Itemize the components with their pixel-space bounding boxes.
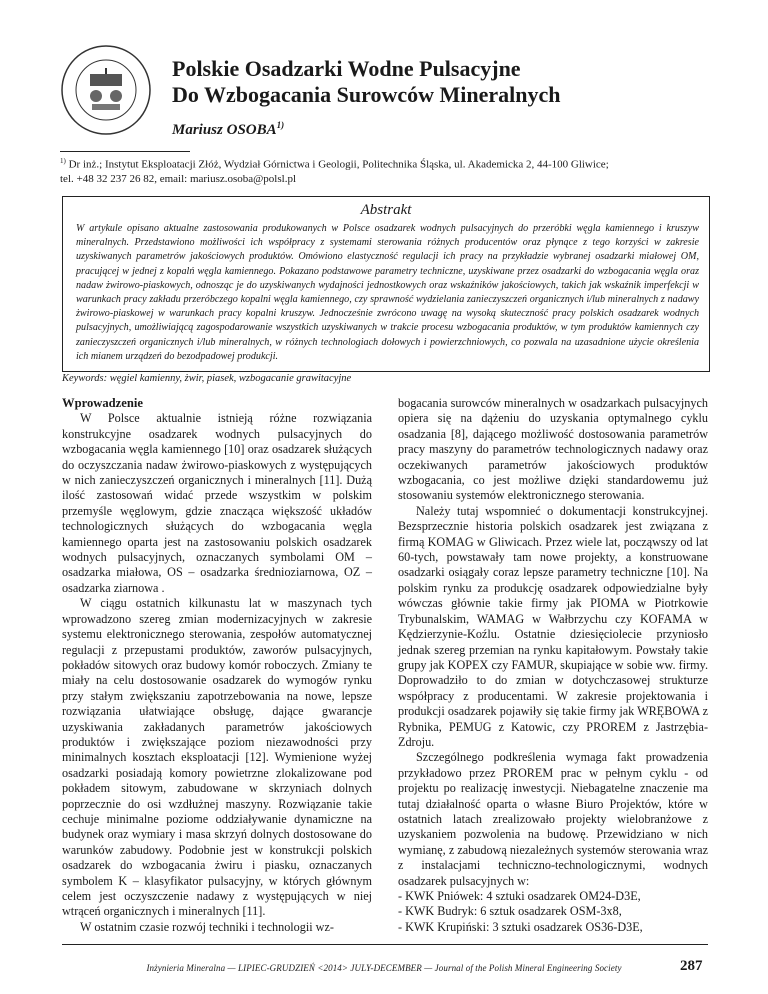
list-item: - KWK Pniówek: 4 sztuki osadzarek OM24-D3E, [398, 889, 641, 903]
title-line-1: Polskie Osadzarki Wodne Pulsacyjne [172, 56, 521, 81]
journal-footer: Inżynieria Mineralna — LIPIEC-GRUDZIEŃ <2014> JULY-DECEMBER — Journal of the Polish Mineral Engineering Society [146, 963, 622, 973]
list-item: - KWK Budryk: 6 sztuk osadzarek OSM-3x8, [398, 904, 622, 919]
article-title [172, 56, 692, 108]
abstract-title: Abstrakt [360, 202, 412, 218]
affiliation-mark: 1) [60, 157, 66, 165]
affiliation [60, 154, 720, 186]
abstract-text: W artykule opisano aktualne zastosowania produkowanych w Polsce osadzarek wodnych pulsacyjnych do przeróbki węgla kamiennego i kruszyw mineralnych. Przedstawiono możliwości ich współpracy z systemami sterowania różnych producentów oraz płynące z tego korzyści w zakresie uzyskiwanych parametrów jakościowych produktów. Omówiono elastyczność regulacji ich pracy na przykładzie wybranej osadzarki miałowej OM, pracującej w jednej z kopalń węgla kamiennego. Pokazano podstawowe parametry techniczne, uzyskiwane przez osadzarki do wzbogacania węgla oraz nadaw żwirowo-piaskowych, odnosząc je do uzyskiwanych wydajności jednostkowych oraz wskaźników jakościowych, takich jak wskaźnik imperfekcji w warunkach pracy zakładu przeróbczego kopalni węgla kamiennego, czy sprawność wydzielania zanieczyszczeń organicznych i/lub mineralnych z nadawy żwirowo-piaskowej w warunkach pracy kopalni kruszyw. Jednocześnie zwrócono uwagę na wysoką skuteczność pracy polskich osadzarek wodnych pulsacyjnych, umożliwiającą zagospodarowanie wszystkich uzyskiwanych w trakcie procesu wzbogacania produktów, w tym produktów kamiennych czy zanieczyszczeń organicznych i/lub mineralnych, w różnych technologiach dołowych i powierzchniowych, co pozwala na uzasadnione użycie określenia ich mianem urządzeń do bezodpadowej produkcji. [76, 223, 699, 362]
paragraph: W Polsce aktualnie istnieją różne rozwiązania konstrukcyjne osadzarek wodnych pulsacyjnych do wzbogacania węgla kamiennego [10] oraz osadzarek służących do oczyszczania nadaw żwirowo-piaskowych z występujących w nich zanieczyszczeń organicznych i mineralnych [11]. Dużą ilość zastosowań widać przede wszystkim w polskim przemyśle węglowym, gdzie znacząca większość układów technologicznych służących do wzbogacania węgla kamiennego oparta jest na zastosowaniu polskich osadzarek wodnych pulsacyjnych, oznaczanych symbolami OM – osadzarka miałowa, OS – osadzarka średnioziarnowa, OZ – osadzarka ziarnowa . [62, 411, 372, 595]
affiliation-line-1: Dr inż.; Instytut Eksploatacji Złóż, Wydział Górnictwa i Geologii, Politechnika Śląska, ul. Akademicka 2, 44-100 Gliwice; [65, 158, 609, 171]
section-heading: Wprowadzenie [62, 396, 143, 410]
paragraph: W ostatnim czasie rozwój techniki i technologii wz- [80, 919, 334, 934]
left-column [62, 396, 372, 935]
list-item: - KWK Krupiński: 3 sztuki osadzarek OS36-D3E, [398, 919, 643, 934]
author-footnote-mark: 1) [276, 120, 285, 130]
page-number: 287 [680, 958, 703, 974]
paragraph: bogacania surowców mineralnych w osadzarkach pulsacyjnych opiera się na dążeniu do uzyskania optymalnego cyklu osadzania [8], dającego możliwość dostosowania parametrów pracy maszyny do parametrów technologicznych nadawy oraz oczekiwanych parametrów jakościowych produktów wzbogacania, co jest możliwe dzięki standardowemu już stosowaniu systemów elektronicznego sterowania. [398, 396, 708, 503]
society-logo [60, 44, 152, 136]
footer-rule [62, 944, 708, 945]
paragraph: W ciągu ostatnich kilkunastu lat w maszynach tych wprowadzono szereg zmian modernizacyjnych w zakresie systemu elektronicznego sterowania, zespołów automatycznej regulacji z przepustami produktów, zaworów pulsacyjnych, pokładów sitowych oraz budowy komór roboczych. Zmiany te miały na celu dostosowanie osadzarek do wymogów rynku przy stałym zwiększaniu zapotrzebowania na nowe, lepsze rozwiązania ułatwiające obsługę, dające gwarancje uzyskiwania zakładanych parametrów jakościowych produktów i zwiększające poziom niezawodności przy minimalnych kosztach eksploatacji [12]. Wymienione wyżej osadzarki posiadają komory powietrzne zlokalizowane pod pokładem sitowym, zabudowane w skrzyniach dolnych poprzecznie do osi wzdłużnej maszyny. Rozwiązanie takie cechuje minimalne poziome oddziaływanie dynamiczne na budynek oraz wymiary i masa skrzyń dolnych dostosowane do warunków zabudowy. Podobnie jest w konstrukcji polskich osadzarek do wzbogacania żwiru i piasku, oznaczanych symbolem K – klasyfikator pulsacyjny, w których głównym celem jest oczyszczenie nadawy z występujących w niej wtrąceń organicznych i mineralnych [11]. [62, 596, 372, 919]
author [172, 120, 284, 139]
author-name: Mariusz OSOBA [172, 122, 277, 138]
paragraph: Szczególnego podkreślenia wymaga fakt prowadzenia przykładowo przez PROREM prac w pełnym cyklu - od projektu po realizację inwestycji. Niebagatelne znaczenie ma tutaj działalność oparta o własne Biuro Projektów, które w ostatnich latach zrealizowało projekty wielobranżowe z uzyskaniem pozwolenia na budowę. Przewidziano w nich wymianę, z zabudową niezależnych systemów sterowania wraz z instalacjami techniczno-technologicznymi, wodnych osadzarek pulsacyjnych w: [398, 750, 708, 888]
right-column [398, 396, 708, 935]
affiliation-rule [60, 151, 190, 152]
affiliation-line-2: tel. +48 32 237 26 82, email: mariusz.osoba@polsl.pl [60, 172, 297, 185]
paragraph: Należy tutaj wspomnieć o dokumentacji konstrukcyjnej. Bezsprzecznie historia polskich osadzarek jest związana z firmą KOMAG w Gliwicach. Przez wiele lat, począwszy od lat 60-tych, powstawały tam nowe projekty, a konstruowane osadzarki osiągały coraz lepsze parametry techniczne [10]. Na polskim rynku za produkcję osadzarek odpowiedzialne były wówczas głównie takie firmy jak PIOMA w Piotrkowie Trybunalskim, WAMAG w Wałbrzychu czy KOFAMA w Kędzierzynie-Koźlu. Ostatnie dziesięciolecie przyniosło jednak szereg przemian na rynku kapitałowym. Powstały takie grupy jak KOPEX czy FAMUR, skupiające w sobie ww. firmy. Doprowadziło to do zmian w dotychczasowej strukturze współpracy z producentami. W zakresie projektowania i produkcji osadzarek pojawiły się takie firmy jak WRĘBOWA z Rybnika, PEMUG z Katowic, czy PROREM z Jastrzębia- Zdroju. [398, 503, 708, 749]
keywords: Keywords: węgiel kamienny, żwir, piasek, wzbogacanie grawitacyjne [62, 373, 352, 384]
abstract-box [62, 196, 710, 372]
title-line-2: Do Wzbogacania Surowców Mineralnych [172, 82, 561, 107]
